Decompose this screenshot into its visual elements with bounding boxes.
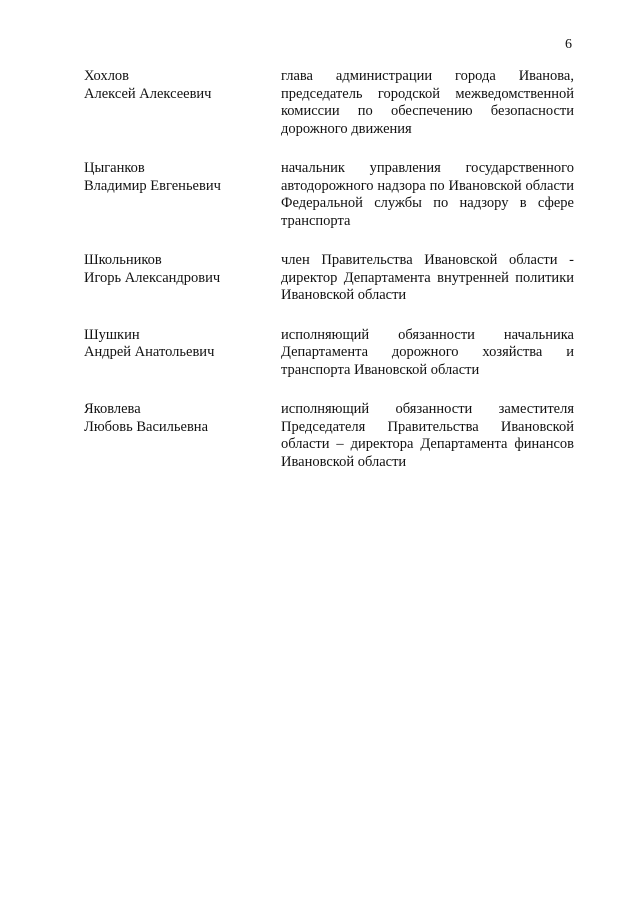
member-surname: Хохлов: [84, 68, 130, 84]
member-given-names: Игорь Александрович: [84, 269, 221, 286]
member-given-names: Любовь Васильевна: [84, 418, 209, 435]
member-given-names: Андрей Анатольевич: [84, 344, 215, 360]
member-entry: [84, 401, 574, 471]
member-entry: [84, 160, 574, 230]
member-list: [84, 68, 574, 493]
member-position: начальник управления государственного автодорожного надзора по Ивановской области Федеральной службы по надзору в сфере транспорта: [281, 160, 574, 229]
member-position: исполняющий обязанности начальника Департамента дорожного хозяйства и транспорта Ивановской области: [281, 326, 574, 378]
member-name: [84, 327, 281, 380]
member-given-names: Владимир Евгеньевич: [84, 177, 221, 194]
member-given-names: Алексей Алексеевич: [84, 85, 212, 102]
member-surname: Школьников: [84, 252, 162, 268]
member-position: член Правительства Ивановской области - директор Департамента внутренней политики Ивановской области: [281, 252, 574, 303]
member-entry: [84, 327, 574, 380]
member-entry: [84, 68, 574, 138]
member-position: глава администрации города Иванова, председатель городской межведомственной комиссии по обеспечению безопасности дорожного движения: [281, 68, 574, 137]
member-position: исполняющий обязанности заместителя Председателя Правительства Ивановской области – директора Департамента финансов Ивановской области: [281, 401, 574, 470]
member-entry: [84, 252, 574, 305]
member-name: [84, 252, 281, 305]
member-name: [84, 401, 281, 471]
member-surname: Шушкин: [84, 326, 140, 343]
member-surname: Яковлева: [84, 401, 141, 417]
member-surname: Цыганков: [84, 160, 145, 176]
member-name: [84, 160, 281, 230]
member-name: [84, 68, 281, 138]
page-number: 6: [565, 37, 572, 52]
